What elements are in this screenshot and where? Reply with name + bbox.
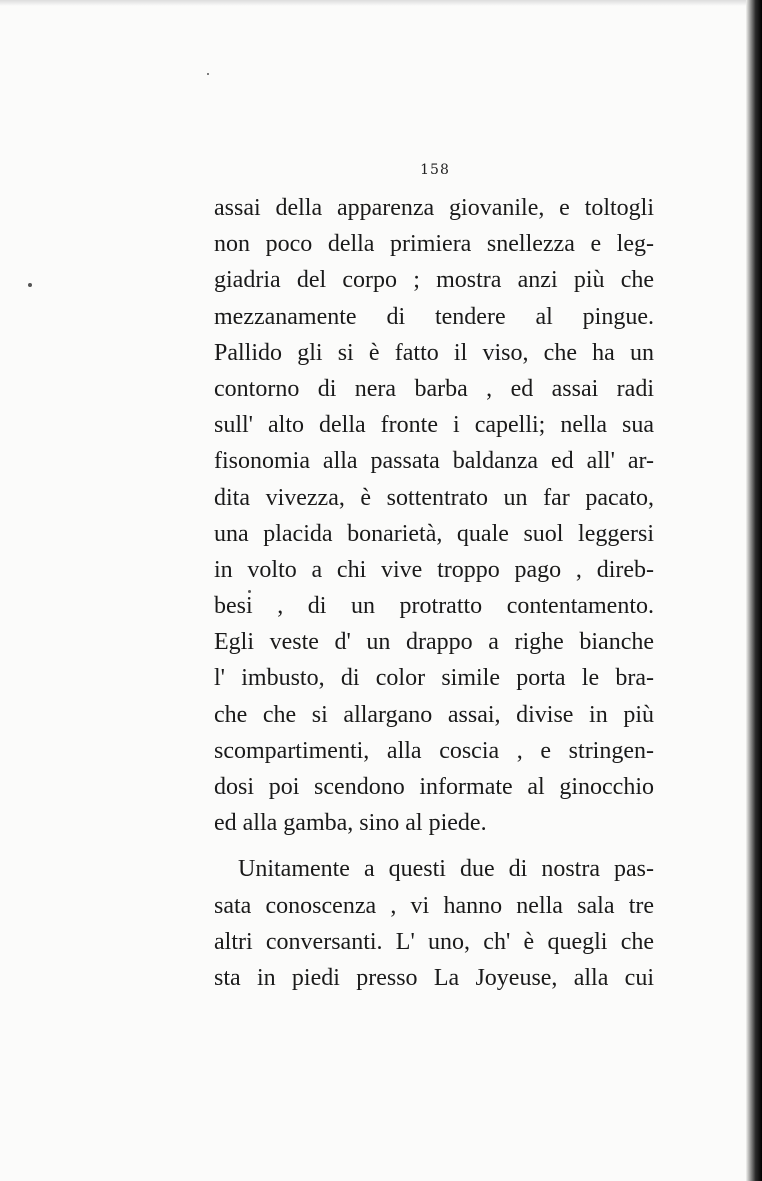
paper-speck (248, 590, 251, 593)
text-line: assai della apparenza giovanile, e toltogli (214, 195, 654, 221)
text-line: besi , di un protratto contentamento. (214, 593, 654, 620)
text-line: sull' alto della fronte i capelli; nella sua (214, 412, 654, 439)
page-number: 158 (420, 162, 450, 178)
text-line: una placida bonarietà, quale suol leggersi (214, 520, 654, 547)
text-line: dita vivezza, è sottentrato un far pacato, (214, 484, 654, 511)
text-line: sta in piedi presso La Joyeuse, alla cui (214, 964, 654, 991)
body-text (214, 190, 654, 996)
text-line: ed alla gamba, sino al piede. (214, 810, 487, 837)
text-line: scompartimenti, alla coscia , e stringen- (214, 737, 654, 764)
text-line: in volto a chi vive troppo pago , direb- (214, 556, 654, 583)
text-line: sata conoscenza , vi hanno nella sala tre (214, 892, 654, 919)
text-line: Egli veste d' un drappo a righe bianche (214, 629, 654, 656)
text-line: Pallido gli si è fatto il viso, che ha un (214, 339, 654, 366)
text-line: contorno di nera barba , ed assai radi (214, 375, 654, 402)
text-line: fisonomia alla passata baldanza ed all' ar- (214, 448, 654, 475)
text-line: giadria del corpo ; mostra anzi più che (214, 267, 654, 294)
paper-speck (28, 283, 32, 287)
paragraph-gap (214, 841, 654, 851)
paragraph-1 (214, 190, 654, 841)
text-line: non poco della primiera snellezza e leg- (214, 231, 654, 258)
page-binding-edge (746, 0, 762, 1181)
text-line: l' imbusto, di color simile porta le bra- (214, 665, 654, 692)
text-line: altri conversanti. L' uno, ch' è quegli che (214, 928, 654, 955)
page-top-edge (0, 0, 762, 6)
text-line: che che si allargano assai, divise in più (214, 701, 654, 728)
text-line: mezzanamente di tendere al pingue. (214, 303, 654, 330)
paragraph-2 (214, 851, 654, 996)
text-line: Unitamente a questi due di nostra pas- (238, 856, 654, 883)
text-line: dosi poi scendono informate al ginocchio (214, 774, 654, 800)
paper-speck (207, 73, 209, 75)
